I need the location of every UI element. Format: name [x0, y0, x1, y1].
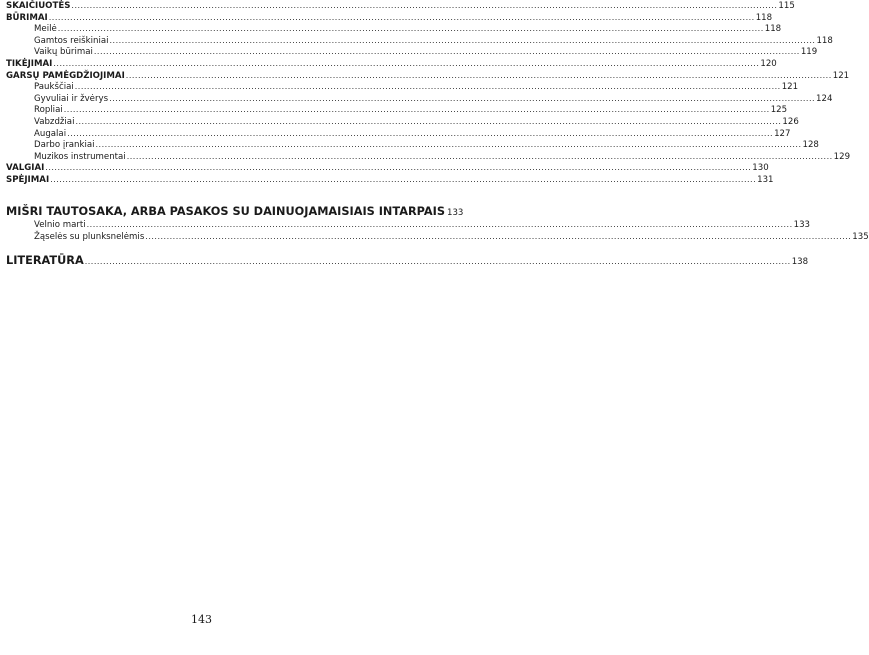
toc-entry-page: 127 [774, 128, 791, 139]
toc-entry-title: Ropliai [34, 105, 63, 116]
toc-entry-page: 133 [793, 220, 811, 230]
toc-entry-title: BŪRIMAI [6, 12, 48, 23]
toc-entry-page: 119 [800, 47, 818, 58]
toc-entry [6, 0, 795, 12]
toc-section-literature [6, 254, 809, 268]
dot-leader [71, 0, 777, 12]
toc-entry [6, 81, 799, 93]
toc-entry-title: Velnio marti [34, 220, 86, 230]
toc-entry-title: Muzikos instrumentai [34, 151, 126, 162]
toc-entry-title: SKAIČIUOTĖS [6, 1, 71, 11]
toc-entry-title: Paukščiai [34, 82, 74, 93]
toc-entry-page: 118 [764, 24, 782, 35]
toc-entry [6, 231, 869, 243]
toc-entry-page: 121 [832, 70, 850, 81]
toc-entry-page: 129 [833, 151, 851, 162]
dot-leader [109, 35, 815, 47]
dot-leader [45, 162, 751, 174]
toc-entry [6, 104, 788, 116]
toc-entry [6, 12, 773, 24]
toc-entry-title: TIKĖJIMAI [6, 58, 53, 69]
dot-leader [67, 128, 773, 140]
toc-entry-page: 126 [782, 116, 799, 127]
toc-entry [6, 58, 777, 70]
toc-entry-title: Vaikų būrimai [34, 47, 93, 58]
dot-leader [127, 151, 833, 163]
toc-entry-title: Meilė [34, 24, 57, 35]
toc-entry [6, 151, 851, 163]
toc-entry-title: SPĖJIMAI [6, 174, 50, 185]
toc-entry-title: MIŠRI TAUTOSAKA, ARBA PASAKOS SU DAINUOJAMAISIAIS INTARPAIS [6, 205, 445, 218]
toc-entry-page: 121 [781, 82, 799, 93]
toc-entry [6, 174, 774, 186]
toc-entry-page: 131 [757, 174, 774, 185]
dot-leader [109, 93, 815, 105]
dot-leader [53, 58, 759, 70]
toc-entry-title: Darbo įrankiai [34, 140, 95, 151]
toc-entry-page: 138 [791, 257, 809, 267]
toc-entry [6, 219, 811, 231]
dot-leader [58, 23, 764, 35]
dot-leader [75, 81, 781, 93]
toc-entry-title: Augalai [34, 128, 67, 139]
dot-leader [94, 46, 800, 58]
dot-leader [50, 174, 756, 186]
toc-entry-page: 118 [755, 12, 773, 23]
dot-leader [87, 219, 793, 231]
toc-section-mixed-folklore [6, 205, 869, 242]
toc-entry [6, 93, 833, 105]
toc-entry-page: 133 [446, 208, 464, 218]
toc-entry [6, 23, 782, 35]
dot-leader [75, 116, 781, 128]
toc-entry-page: 124 [816, 93, 833, 104]
toc-entry-title: Gyvuliai ir žvėrys [34, 93, 109, 104]
toc-entry [6, 254, 809, 268]
toc-entry [6, 139, 819, 151]
toc-entry-page: 125 [770, 105, 788, 116]
toc-entry [6, 35, 833, 47]
toc-entry-title: Vabzdžiai [34, 116, 75, 127]
toc-entry-title: VALGIAI [6, 163, 45, 174]
toc-entry-page: 115 [778, 1, 795, 11]
dot-leader [85, 255, 791, 269]
dot-leader [145, 231, 851, 243]
toc-entry [6, 46, 818, 58]
toc-entry-page: 128 [802, 140, 819, 151]
dot-leader [64, 104, 770, 116]
toc-entry [6, 116, 799, 128]
dot-leader [96, 139, 802, 151]
toc-entry-page: 118 [816, 35, 833, 46]
toc-section-folklore [6, 0, 851, 186]
toc-entry [6, 205, 464, 219]
dot-leader [49, 12, 755, 24]
toc-entry-title: Gamtos reiškiniai [34, 35, 109, 46]
page-number: 143 [191, 613, 212, 626]
toc-entry-title: Žąselės su plunksnelėmis [34, 231, 145, 242]
toc-entry [6, 70, 850, 82]
toc-entry-page: 135 [852, 231, 869, 242]
toc-entry-title: GARSŲ PAMĖGDŽIOJIMAI [6, 70, 125, 81]
toc-entry [6, 162, 769, 174]
toc-entry-title: LITERATŪRA [6, 254, 84, 267]
toc-entry-page: 120 [760, 58, 777, 69]
toc-entry-page: 130 [752, 163, 769, 174]
toc-entry [6, 128, 791, 140]
dot-leader [126, 70, 832, 82]
